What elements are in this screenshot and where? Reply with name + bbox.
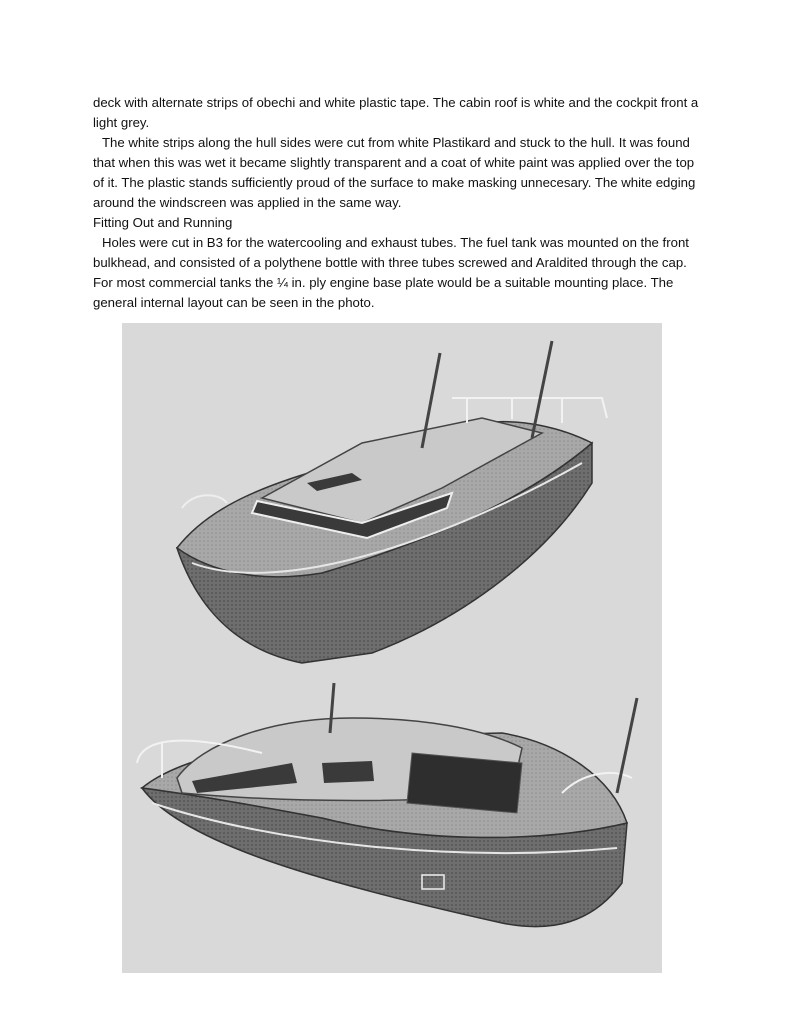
paragraph-holes: Holes were cut in B3 for the watercooling and exhaust tubes. The fuel tank was mounted on the front bulkhead, and consisted of a polythene bottle with three tubes screwed and Araldited through the cap. For most commercial tanks the ¼ in. ply engine base plate would be a suitable mounting place. The general internal layout can be seen in the photo. [93,235,689,310]
boat-model-photo [122,323,662,973]
section-heading: Fitting Out and Running [93,215,233,230]
paragraph-deck: deck with alternate strips of obechi and white plastic tape. The cabin roof is white and the cockpit front a light grey. [93,95,699,130]
boat-photo-drawing [122,323,662,973]
article-text [93,93,703,313]
paragraph-white-strips: The white strips along the hull sides were cut from white Plastikard and stuck to the hull. It was found that when this was wet it became slightly transparent and a coat of white paint was applied over the top of it. The plastic stands sufficiently proud of the surface to make masking unnecesary. The white edging around the windscreen was applied in the same way. [93,135,696,210]
